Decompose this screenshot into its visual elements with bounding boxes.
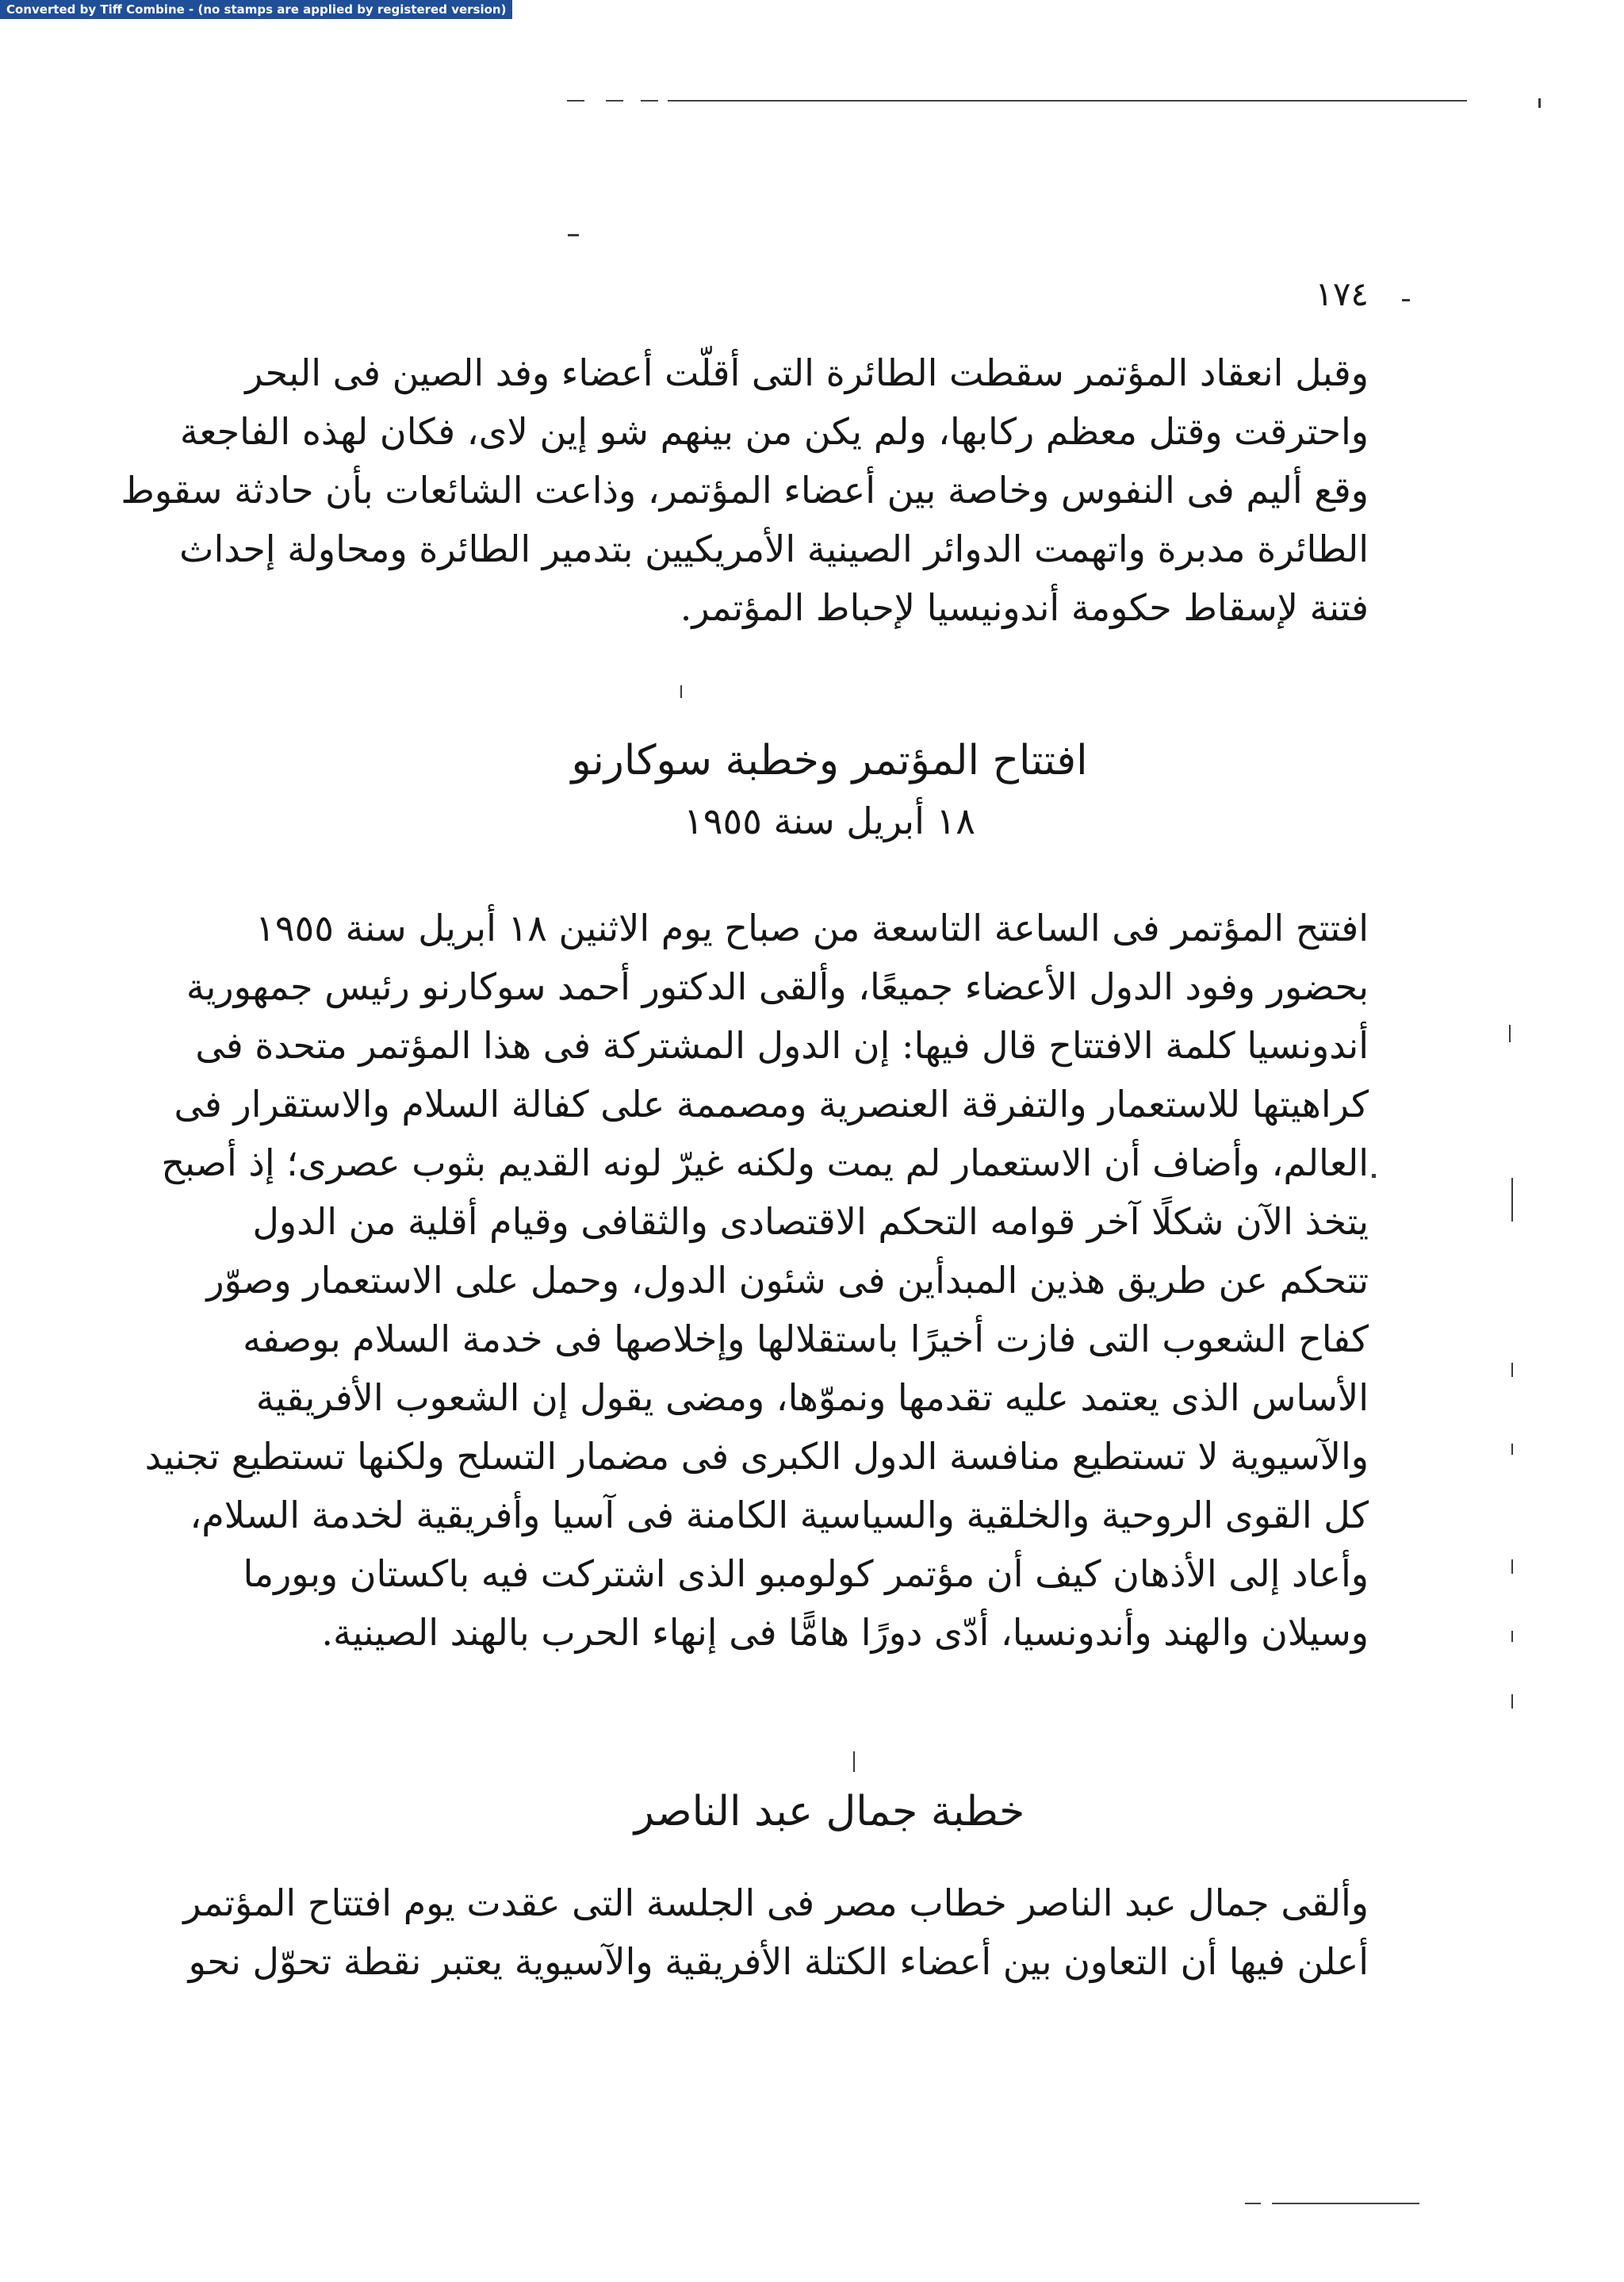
page-number: ١٧٤ <box>1315 274 1369 313</box>
scan-speck <box>680 685 682 698</box>
text-line: الأساس الذى يعتمد عليه تقدمها ونموّها، ومضى يقول إن الشعوب الأفريقية <box>255 1376 1369 1419</box>
text-line: كفاح الشعوب التى فازت أخيرًا باستقلالها وإخلاصها فى خدمة السلام بوصفه <box>243 1317 1369 1360</box>
nasser-paragraph <box>183 1874 1369 1991</box>
scan-speck <box>568 234 579 236</box>
intro-paragraph <box>121 343 1369 637</box>
section-date: ١٨ أبريل سنة ١٩٥٥ <box>684 800 975 842</box>
scan-speck <box>853 1751 855 1772</box>
converter-banner: Converted by Tiff Combine - (no stamps are applied by registered version) <box>0 0 512 19</box>
section-heading-opening: افتتاح المؤتمر وخطبة سوكارنو <box>571 737 1088 784</box>
scan-speck <box>1509 1025 1511 1042</box>
text-line: كراهيتها للاستعمار والتفرقة العنصرية ومصممة على كفالة السلام والاستقرار فى <box>174 1083 1369 1126</box>
page-number-dash <box>1402 299 1410 301</box>
text-line: افتتح المؤتمر فى الساعة التاسعة من صباح يوم الاثنين ١٨ أبريل سنة ١٩٥٥ <box>255 907 1369 949</box>
opening-paragraph <box>144 899 1369 1662</box>
text-line: وقع أليم فى النفوس وخاصة بين أعضاء المؤتمر، وذاعت الشائعات بأن حادثة سقوط <box>121 469 1369 512</box>
scan-speck <box>1511 1444 1513 1455</box>
text-line: يتخذ الآن شكلًا آخر قوامه التحكم الاقتصادى والثقافى وقيام أقلية من الدول <box>252 1200 1369 1243</box>
top-dash <box>606 100 623 102</box>
scan-speck <box>1511 1178 1513 1222</box>
text-line: والآسيوية لا تستطيع منافسة الدول الكبرى فى مضمار التسلح ولكنها تستطيع تجنيد <box>144 1435 1369 1478</box>
text-line: العالم، وأضاف أن الاستعمار لم يمت ولكنه غيرّ لونه القديم بثوب عصرى؛ إذ أصبح <box>161 1141 1369 1184</box>
text-line: واحترقت وقتل معظم ركابها، ولم يكن من بينهم شو إين لاى، فكان لهذه الفاجعة <box>179 410 1369 453</box>
text-line: الطائرة مدبرة واتهمت الدوائر الصينية الأمريكيين بتدمير الطائرة ومحاولة إحداث <box>179 527 1369 570</box>
bottom-rule <box>1272 2203 1419 2204</box>
text-line: وسيلان والهند وأندونسيا، أدّى دورًا هامًّا فى إنهاء الحرب بالهند الصينية. <box>321 1611 1369 1654</box>
text-line: وأعاد إلى الأذهان كيف أن مؤتمر كولومبو الذى اشتركت فيه باكستان وبورما <box>243 1552 1369 1595</box>
top-rule <box>668 100 1467 102</box>
scan-speck <box>1511 1694 1513 1709</box>
scan-speck <box>1372 1174 1376 1178</box>
top-dash <box>641 100 658 102</box>
section-heading-nasser: خطبة جمال عبد الناصر <box>634 1788 1025 1835</box>
text-line: وقبل انعقاد المؤتمر سقطت الطائرة التى أقلّت أعضاء وفد الصين فى البحر <box>245 351 1369 394</box>
scan-speck <box>1511 1363 1513 1377</box>
top-dash <box>567 100 584 102</box>
text-line: وألقى جمال عبد الناصر خطاب مصر فى الجلسة التى عقدت يوم افتتاح المؤتمر <box>183 1881 1369 1924</box>
text-line: كل القوى الروحية والخلقية والسياسية الكامنة فى آسيا وأفريقية لخدمة السلام، <box>190 1494 1369 1536</box>
scan-speck <box>1511 1631 1513 1642</box>
text-line: أندونسيا كلمة الافتتاح قال فيها: إن الدول المشتركة فى هذا المؤتمر متحدة فى <box>195 1024 1369 1067</box>
text-line: تتحكم عن طريق هذين المبدأين فى شئون الدول، وحمل على الاستعمار وصوّر <box>206 1259 1369 1302</box>
bottom-dash <box>1245 2203 1261 2204</box>
scan-speck <box>1511 1559 1513 1574</box>
scan-speck <box>1538 98 1541 108</box>
text-line: فتنة لإسقاط حكومة أندونيسيا لإحباط المؤتمر. <box>680 586 1369 629</box>
text-line: بحضور وفود الدول الأعضاء جميعًا، وألقى الدكتور أحمد سوكارنو رئيس جمهورية <box>186 965 1369 1008</box>
text-line: أعلن فيها أن التعاون بين أعضاء الكتلة الأفريقية والآسيوية يعتبر نقطة تحوّل نحو <box>188 1940 1369 1983</box>
